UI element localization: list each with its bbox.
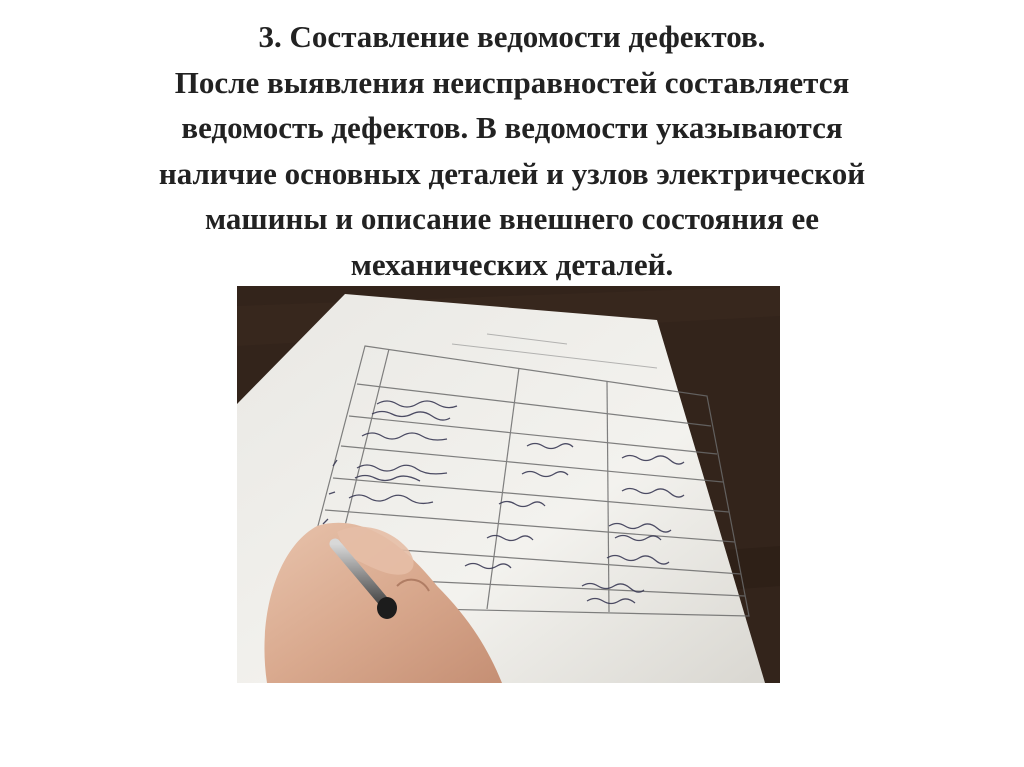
slide-heading	[60, 14, 964, 287]
heading-line-5: машины и описание внешнего состояния ее	[205, 201, 819, 236]
defect-sheet-photo	[237, 286, 780, 683]
heading-line-1: 3. Составление ведомости дефектов.	[258, 19, 766, 54]
photo-illustration	[237, 286, 780, 683]
heading-line-3: ведомость дефектов. В ведомости указываются	[181, 110, 843, 145]
heading-line-4: наличие основных деталей и узлов электрической	[158, 155, 866, 191]
heading-line-2: После выявления неисправностей составляется	[174, 64, 850, 100]
heading-line-6: механических деталей.	[350, 246, 674, 282]
